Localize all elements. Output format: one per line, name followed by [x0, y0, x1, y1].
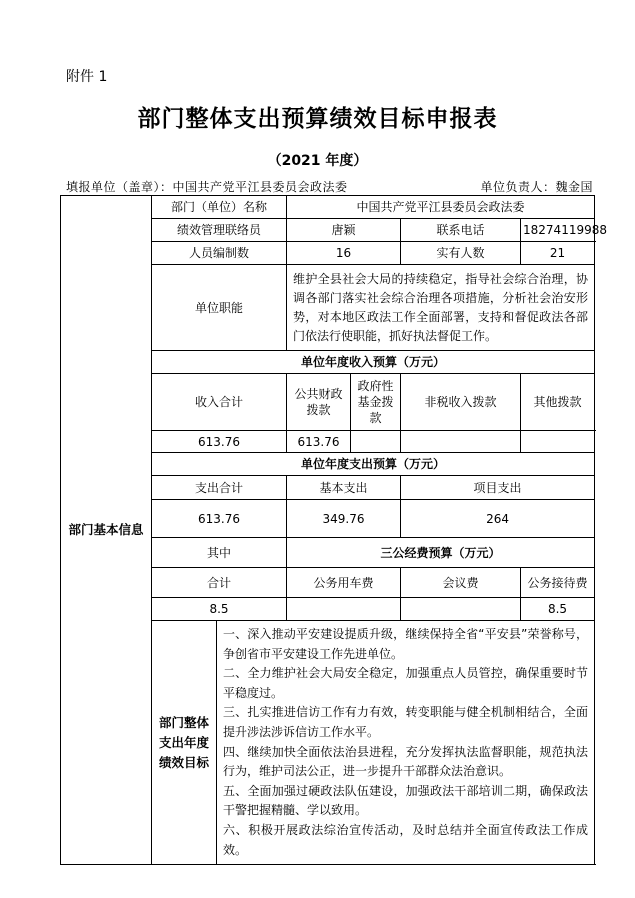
actual-staff-label: 实有人数 [401, 242, 521, 265]
income-total-header: 收入合计 [152, 374, 287, 431]
goal-item: 三、扎实推进信访工作有力有效，转变职能与健全机制相结合，全面提升涉法涉诉信访工作水平。 [223, 705, 589, 739]
three-public-total-value: 8.5 [152, 598, 287, 621]
contact-label: 绩效管理联络员 [152, 219, 287, 242]
income-public-header: 公共财政拨款 [287, 374, 351, 431]
actual-staff-value: 21 [521, 242, 595, 265]
income-nontax-header: 非税收入拨款 [401, 374, 521, 431]
goal-item: 五、全面加强过硬政法队伍建设，加强政法干部培训二期，确保政法干警把握精髓、学以致用。 [223, 783, 589, 818]
meeting-cost-value [401, 598, 521, 621]
car-cost-value [287, 598, 401, 621]
section-goals: 部门整体支出年度绩效目标 [152, 621, 217, 865]
goal-item: 六、积极开展政法综治宣传活动，及时总结并全面宣传政法工作成效。 [223, 822, 589, 857]
expense-project-value: 264 [401, 500, 595, 538]
budget-form-table [60, 195, 607, 865]
reporting-unit: 填报单位（盖章）：中国共产党平江县委员会政法委 [66, 180, 348, 194]
staff-quota-label: 人员编制数 [152, 242, 287, 265]
page-title: 部门整体支出预算绩效目标申报表 [137, 106, 498, 132]
car-cost-header: 公务用车费 [287, 568, 401, 598]
three-public-heading: 三公经费预算（万元） [287, 538, 595, 568]
income-other-header: 其他拨款 [521, 374, 595, 431]
goal-item: 一、深入推动平安建设提质升级，继续保持全省“平安县”荣誉称号，争创省市平安建设工作先进单位。 [223, 627, 589, 661]
reception-cost-value: 8.5 [521, 598, 595, 621]
income-total-value: 613.76 [152, 431, 287, 453]
goal-item: 二、全力维护社会大局安全稳定，加强重点人员管控，确保重要时节平稳度过。 [223, 666, 589, 700]
expense-heading: 单位年度支出预算（万元） [152, 453, 595, 476]
goal-item: 四、继续加快全面依法治县进程，充分发挥执法监督职能，规范执法行为，维护司法公正，进一步提升干部群众法治意识。 [223, 744, 589, 779]
expense-project-header: 项目支出 [401, 476, 595, 500]
year-label: （2021 年度） [267, 153, 368, 169]
income-fund-value [351, 431, 401, 453]
expense-total-value: 613.76 [152, 500, 287, 538]
reception-cost-header: 公务接待费 [521, 568, 595, 598]
attachment-label: 附件 1 [66, 69, 108, 85]
income-other-value [521, 431, 595, 453]
meeting-cost-header: 会议费 [401, 568, 521, 598]
meta-row [66, 178, 593, 195]
dept-name-label: 部门（单位）名称 [152, 196, 287, 219]
contact-value: 唐颖 [287, 219, 401, 242]
among-label: 其中 [152, 538, 287, 568]
phone-value: 18274119988 [521, 219, 595, 242]
income-heading: 单位年度收入预算（万元） [152, 351, 595, 374]
staff-quota-value: 16 [287, 242, 401, 265]
section-basic-info: 部门基本信息 [61, 196, 152, 865]
expense-total-header: 支出合计 [152, 476, 287, 500]
phone-label: 联系电话 [401, 219, 521, 242]
duty-value: 维护全县社会大局的持续稳定，指导社会综合治理，协调各部门落实社会综合治理各项措施，分析社会治安形势，对本地区政法工作全面部署，支持和督促政法各部门依法行使职能，抓好执法督促工作。 [287, 265, 595, 351]
duty-label: 单位职能 [152, 265, 287, 351]
expense-basic-header: 基本支出 [287, 476, 401, 500]
goals-list [217, 621, 595, 865]
dept-name-value: 中国共产党平江县委员会政法委 [287, 196, 595, 219]
expense-basic-value: 349.76 [287, 500, 401, 538]
unit-leader: 单位负责人：魏金国 [480, 180, 593, 194]
income-nontax-value [401, 431, 521, 453]
income-fund-header: 政府性基金拨款 [351, 374, 401, 431]
three-public-total-header: 合计 [152, 568, 287, 598]
income-public-value: 613.76 [287, 431, 351, 453]
